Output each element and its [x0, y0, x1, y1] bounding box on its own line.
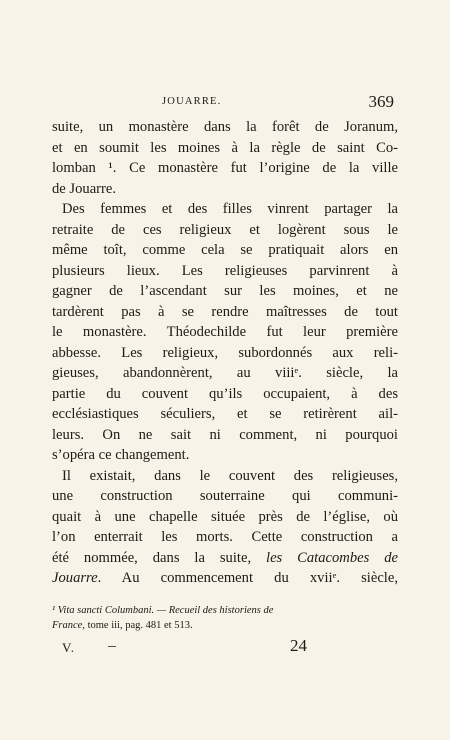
text-line: une construction souterraine qui communi- — [52, 488, 398, 504]
text-line — [52, 568, 398, 589]
text-line: s’opéra ce changement. — [52, 447, 190, 463]
text-line: Des femmes et des filles vinrent partager la — [62, 201, 398, 217]
text-line: gieuses, abandonnèrent, au viiiᵉ. siècle, la — [52, 365, 398, 381]
page-number: 369 — [368, 92, 394, 111]
text-line: gagner de l’ascendant sur les moines, et ne — [52, 283, 398, 299]
signature-dash — [108, 646, 116, 647]
text-span: été nommée, dans la suite, — [52, 549, 267, 566]
text-line: suite, un monastère dans la forêt de Joranum, — [52, 119, 398, 135]
signature-mark: V. — [62, 640, 75, 655]
text-span: . Au commencement du xviiᵉ. siècle, — [97, 570, 398, 586]
footnote-line-2 — [52, 618, 398, 633]
text-line — [52, 548, 398, 569]
body-text — [52, 117, 398, 589]
text-line: plusieurs lieux. Les religieuses parvinrent à — [52, 262, 398, 279]
footnote-line-1 — [52, 603, 398, 618]
text-line: et en soumit les moines à la règle de saint Co- — [52, 139, 398, 156]
text-line: tardèrent pas à se rendre maîtresses de tout — [52, 303, 398, 320]
text-line: abbesse. Les religieux, subordonnés aux reli- — [52, 344, 398, 361]
text-line: retraite de ces religieux et logèrent sous le — [52, 221, 398, 238]
text-line: partie du couvent qu’ils occupaient, à des — [52, 385, 398, 402]
text-line: ecclésiastiques séculiers, et se retirèrent ail- — [52, 406, 398, 422]
footnote — [52, 603, 398, 633]
text-line: même toît, comme cela se pratiquait alors en — [52, 242, 398, 258]
text-line: Il existait, dans le couvent des religieuses, — [62, 467, 398, 484]
footnote-text: ¹ Vita sancti Columbani. — Recueil des historiens de — [52, 605, 274, 616]
running-head — [52, 92, 398, 114]
text-line: le monastère. Théodechilde fut leur première — [52, 324, 398, 340]
footnote-text: , tome iii, pag. 481 et 513. — [82, 620, 193, 631]
text-line: l’on enterrait les morts. Cette construction a — [52, 529, 398, 545]
italic-title: les Catacombes de — [266, 549, 398, 566]
signature-number: 24 — [290, 636, 307, 655]
italic-title-cont: Jouarre — [52, 570, 98, 586]
text-line: quait à une chapelle située près de l’église, où — [52, 508, 398, 525]
footnote-italic: France — [52, 620, 83, 631]
text-line: de Jouarre. — [52, 180, 117, 197]
text-line: leurs. On ne sait ni comment, ni pourquoi — [52, 426, 398, 443]
running-title: JOUARRE. — [162, 96, 222, 107]
text-line: lomban ¹. Ce monastère fut l’origine de la ville — [52, 160, 398, 176]
